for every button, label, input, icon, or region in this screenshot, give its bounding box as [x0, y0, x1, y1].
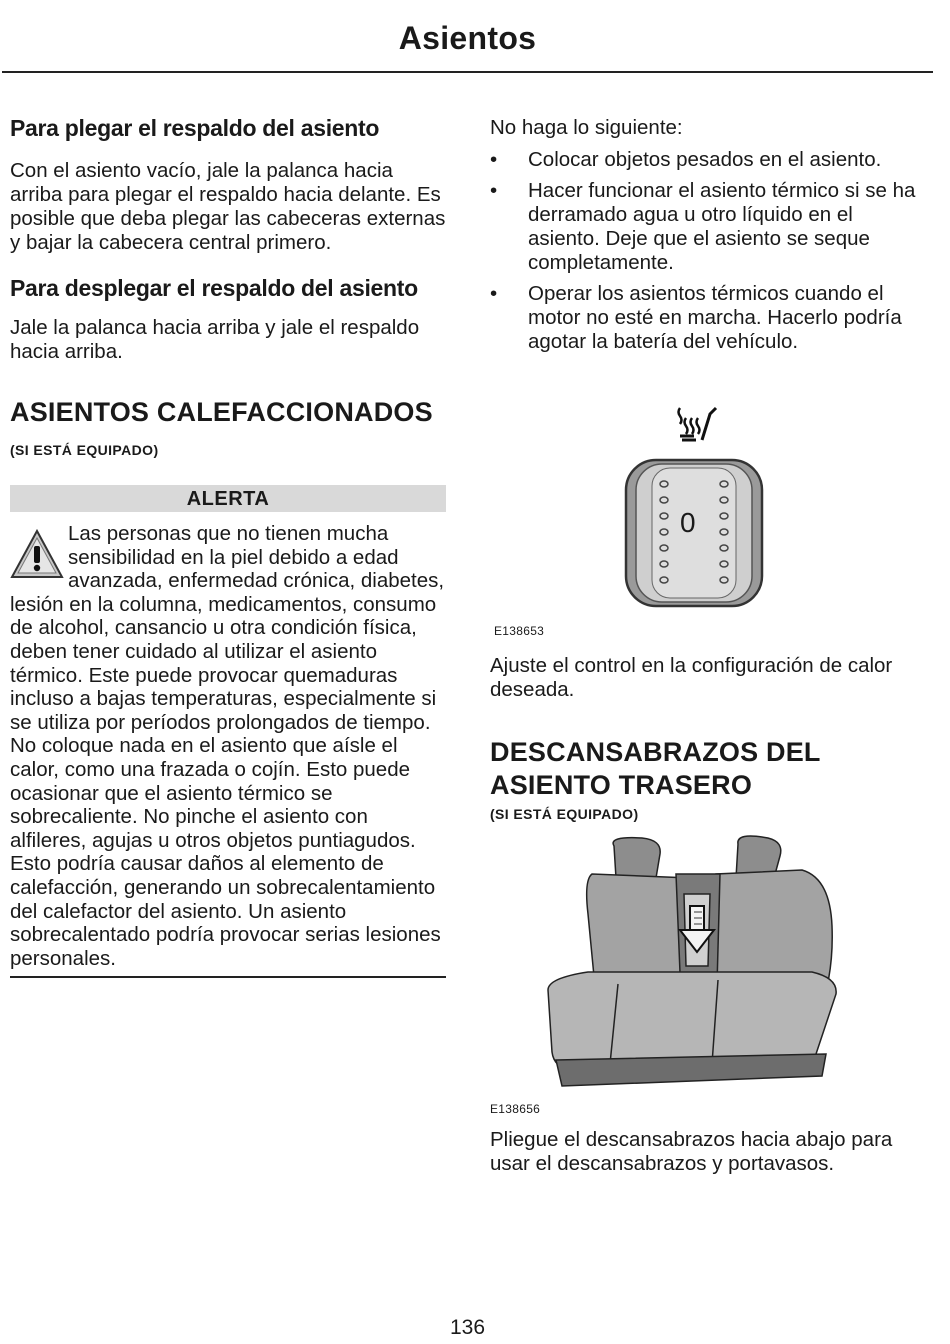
page-title: Asientos [398, 20, 537, 56]
list-item: • Hacer funcionar el asiento térmico si se ha derramado agua u otro líquido en el asiento. Deje que el asiento se seque completamente. [490, 179, 916, 274]
list-item: • Colocar objetos pesados en el asiento. [490, 148, 882, 171]
header-divider [2, 71, 933, 73]
armrest-equipped-note: (SI ESTÁ EQUIPADO) [490, 806, 639, 822]
alert-text: Las personas que no tienen mucha sensibilidad en la piel debido a edad avanzada, enfermedad crónica, diabetes, lesión en la columna, medicamentos, consumo de alcohol, cansancio u otra condición física, deben tener cuidado al utilizar el asiento térmico. Este puede provocar quemaduras incluso a bajas temperaturas, especialmente si se utiliza por períodos prolongados de tiempo. No coloque nada en el asiento que aísle el calor, como una frazada o cojín. Esto puede ocasionar que el asiento térmico se sobrecaliente. No pinche el asiento con alfileres, agujas u otros objetos puntiagudos. Esto podría causar daños al elemento de calefacción, generando un sobrecalentamiento del calefactor del asiento. Un asiento sobrecalentado podría provocar serias lesiones personales. [10, 522, 445, 970]
heated-seats-equipped-note: (SI ESTÁ EQUIPADO) [10, 442, 159, 458]
list-item: • Operar los asientos térmicos cuando el motor no esté en marcha. Hacerlo podría agotar la batería del vehículo. [490, 282, 902, 353]
alert-box [10, 522, 446, 978]
heated-seat-control-figure [490, 406, 930, 646]
bullet-mark: • [490, 148, 498, 171]
figure-code: E138653 [494, 624, 545, 638]
alert-bottom-rule [10, 976, 446, 978]
fold-heading: Para plegar el respaldo del asiento [10, 115, 380, 141]
figure-code: E138656 [490, 1102, 541, 1116]
rear-armrest-figure [490, 834, 930, 1124]
page-number: 136 [449, 1316, 486, 1339]
armrest-text: Pliegue el descansabrazos hacia abajo para usar el descansabrazos y portavasos. [490, 1128, 893, 1175]
bullet-mark: • [490, 179, 498, 202]
adjust-text: Ajuste el control en la configuración de calor deseada. [490, 654, 893, 701]
dont-list [490, 148, 930, 354]
left-column [10, 112, 446, 978]
dont-intro: No haga lo siguiente: [490, 116, 683, 139]
rear-seat-armrest-illustration [542, 834, 842, 1096]
knob-value: 0 [680, 507, 696, 538]
unfold-heading: Para desplegar el respaldo del asiento [10, 275, 418, 301]
unfold-text: Jale la palanca hacia arriba y jale el respaldo hacia arriba. [10, 316, 420, 363]
alert-label: ALERTA [10, 485, 446, 512]
fold-text: Con el asiento vacío, jale la palanca hacia arriba para plegar el respaldo hacia delante. Es posible que deba plegar las cabeceras externas y bajar la cabecera central primero. [10, 159, 446, 254]
right-column [490, 112, 930, 1176]
warning-triangle-icon [10, 528, 64, 580]
armrest-heading: DESCANSABRAZOS DEL ASIENTO TRASERO [490, 737, 821, 800]
heated-seats-heading: ASIENTOS CALEFACCIONADOS [10, 397, 433, 427]
heated-seat-symbol-icon [672, 406, 722, 448]
bullet-mark: • [490, 282, 498, 305]
